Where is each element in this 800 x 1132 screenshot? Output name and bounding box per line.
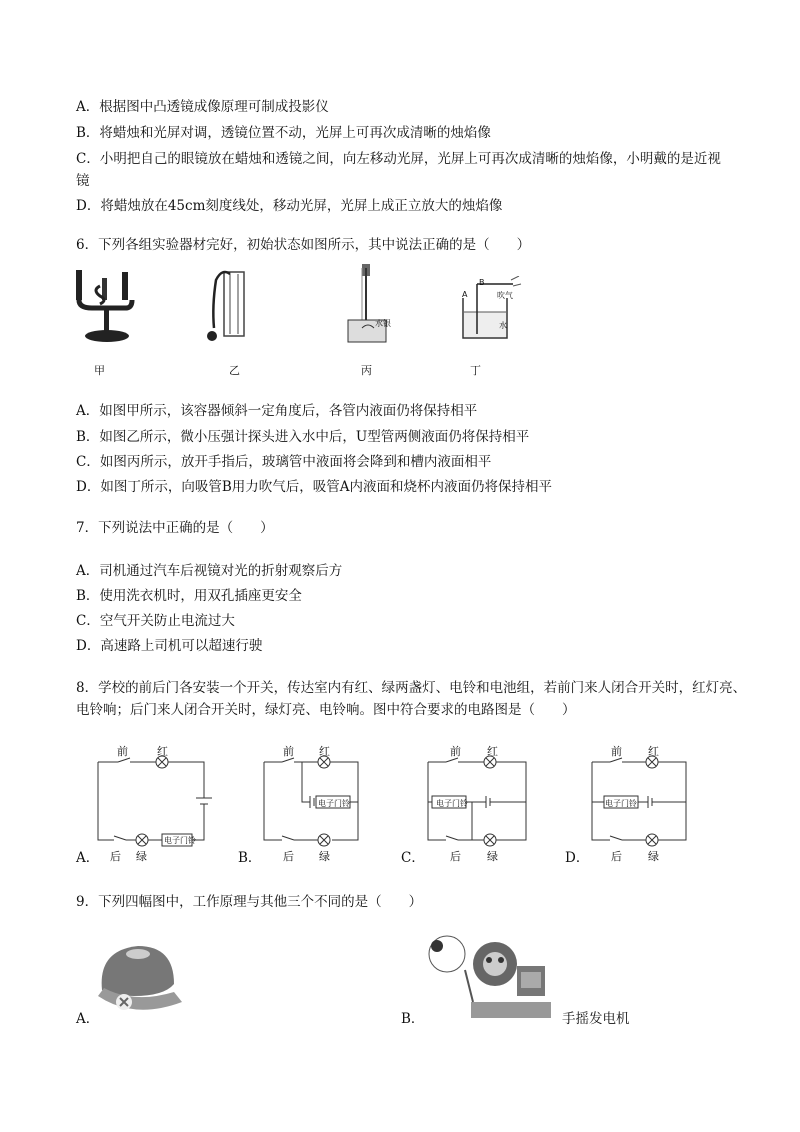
- q9-stem: 9．下列四幅图中，工作原理与其他三个不同的是（ ）: [76, 894, 423, 910]
- label-mercury: 水银: [375, 319, 391, 328]
- label-water: 水: [499, 321, 507, 330]
- circuit-b-red-label: 红: [319, 745, 330, 758]
- figure-bing-torricelli-tube: [340, 262, 394, 348]
- q6-stem: 6．下列各组实验器材完好，初始状态如图所示，其中说法正确的是（ ）: [76, 237, 531, 253]
- circuit-b-back-label: 后: [283, 850, 294, 863]
- q6-option-d: D．如图丁所示，向吸管B用力吹气后，吸管A内液面和烧杯内液面仍将保持相平: [76, 479, 552, 495]
- circuit-a-front-label: 前: [117, 745, 128, 758]
- q5-option-c-line2: 镜: [76, 173, 90, 189]
- circuit-d-back-label: 后: [611, 850, 622, 863]
- circuit-d-front-label: 前: [611, 745, 622, 758]
- circuit-a-back-label: 后: [110, 850, 121, 863]
- figure-q9-b-hand-generator: [425, 930, 555, 1022]
- q7-option-a: A．司机通过汽车后视镜对光的折射观察后方: [76, 563, 343, 579]
- q8-stem-line2: 电铃响；后门来人闭合开关时，绿灯亮、电铃响。图中符合要求的电路图是（ ）: [76, 702, 576, 718]
- circuit-diagram-b: [262, 740, 370, 855]
- q5-option-d: D．将蜡烛放在45cm刻度线处，移动光屏，光屏上成正立放大的烛焰像: [76, 198, 503, 214]
- circuit-b-front-label: 前: [283, 745, 294, 758]
- circuit-c-back-label: 后: [450, 850, 461, 863]
- circuit-b-bell-label: 电子门铃: [318, 799, 350, 808]
- q6-option-c: C．如图丙所示，放开手指后，玻璃管中液面将会降到和槽内液面相平: [76, 454, 492, 470]
- circuit-c-bell-label: 电子门铃: [436, 799, 468, 808]
- figure-jia-connected-vessel: [72, 268, 148, 346]
- circuit-a-bell-label: 电子门铃: [164, 836, 196, 845]
- q6-option-b: B．如图乙所示，微小压强计探头进入水中后，U型管两侧液面仍将保持相平: [76, 429, 530, 445]
- circuit-d-red-label: 红: [648, 745, 659, 758]
- q9-option-b: B．: [401, 1011, 425, 1027]
- q7-stem: 7．下列说法中正确的是（ ）: [76, 520, 274, 536]
- q5-option-c-line1: C．小明把自己的眼镜放在蜡烛和透镜之间，向左移动光屏，光屏上可再次成清晰的烛焰像，小明戴的是近视: [76, 151, 721, 167]
- figure-yi-pressure-gauge: [200, 266, 256, 346]
- q7-option-c: C．空气开关防止电流过大: [76, 613, 235, 629]
- circuit-option-b: B．: [238, 850, 262, 866]
- circuit-d-bell-label: 电子门铃: [605, 799, 637, 808]
- figure-ding-straw-beaker: [455, 276, 525, 342]
- circuit-b-green-label: 绿: [319, 850, 330, 863]
- circuit-d-green-label: 绿: [648, 850, 659, 863]
- q6-option-a: A．如图甲所示，该容器倾斜一定角度后，各管内液面仍将保持相平: [76, 403, 478, 419]
- q7-option-b: B．使用洗衣机时，用双孔插座更安全: [76, 588, 302, 604]
- circuit-a-red-label: 红: [157, 745, 168, 758]
- q5-option-a: A．根据图中凸透镜成像原理可制成投影仪: [76, 99, 329, 115]
- q8-stem-line1: 8．学校的前后门各安装一个开关，传达室内有红、绿两盏灯、电铃和电池组，若前门来人闭合开关时，红灯亮、: [76, 680, 747, 696]
- label-straw-a: A: [462, 290, 468, 299]
- figure-caption-ding: 丁: [470, 364, 481, 377]
- figure-caption-bing: 丙: [361, 364, 372, 377]
- q9-option-b-caption: 手摇发电机: [562, 1011, 630, 1027]
- circuit-option-a: A．: [76, 850, 100, 866]
- circuit-c-front-label: 前: [450, 745, 461, 758]
- circuit-option-c: C．: [401, 850, 425, 866]
- label-straw-b: B: [479, 278, 485, 287]
- figure-q9-a-fan-cap: [94, 940, 184, 1020]
- circuit-diagram-a: [96, 740, 216, 855]
- figure-caption-jia: 甲: [94, 364, 105, 377]
- q9-option-a: A．: [76, 1011, 100, 1027]
- figure-caption-yi: 乙: [229, 364, 240, 377]
- circuit-c-red-label: 红: [487, 745, 498, 758]
- circuit-c-green-label: 绿: [487, 850, 498, 863]
- circuit-option-d: D．: [565, 850, 590, 866]
- q5-option-b: B．将蜡烛和光屏对调，透镜位置不动，光屏上可再次成清晰的烛焰像: [76, 125, 491, 141]
- circuit-a-green-label: 绿: [136, 850, 147, 863]
- label-blow: 吹气: [497, 291, 513, 300]
- q7-option-d: D．高速路上司机可以超速行驶: [76, 638, 263, 654]
